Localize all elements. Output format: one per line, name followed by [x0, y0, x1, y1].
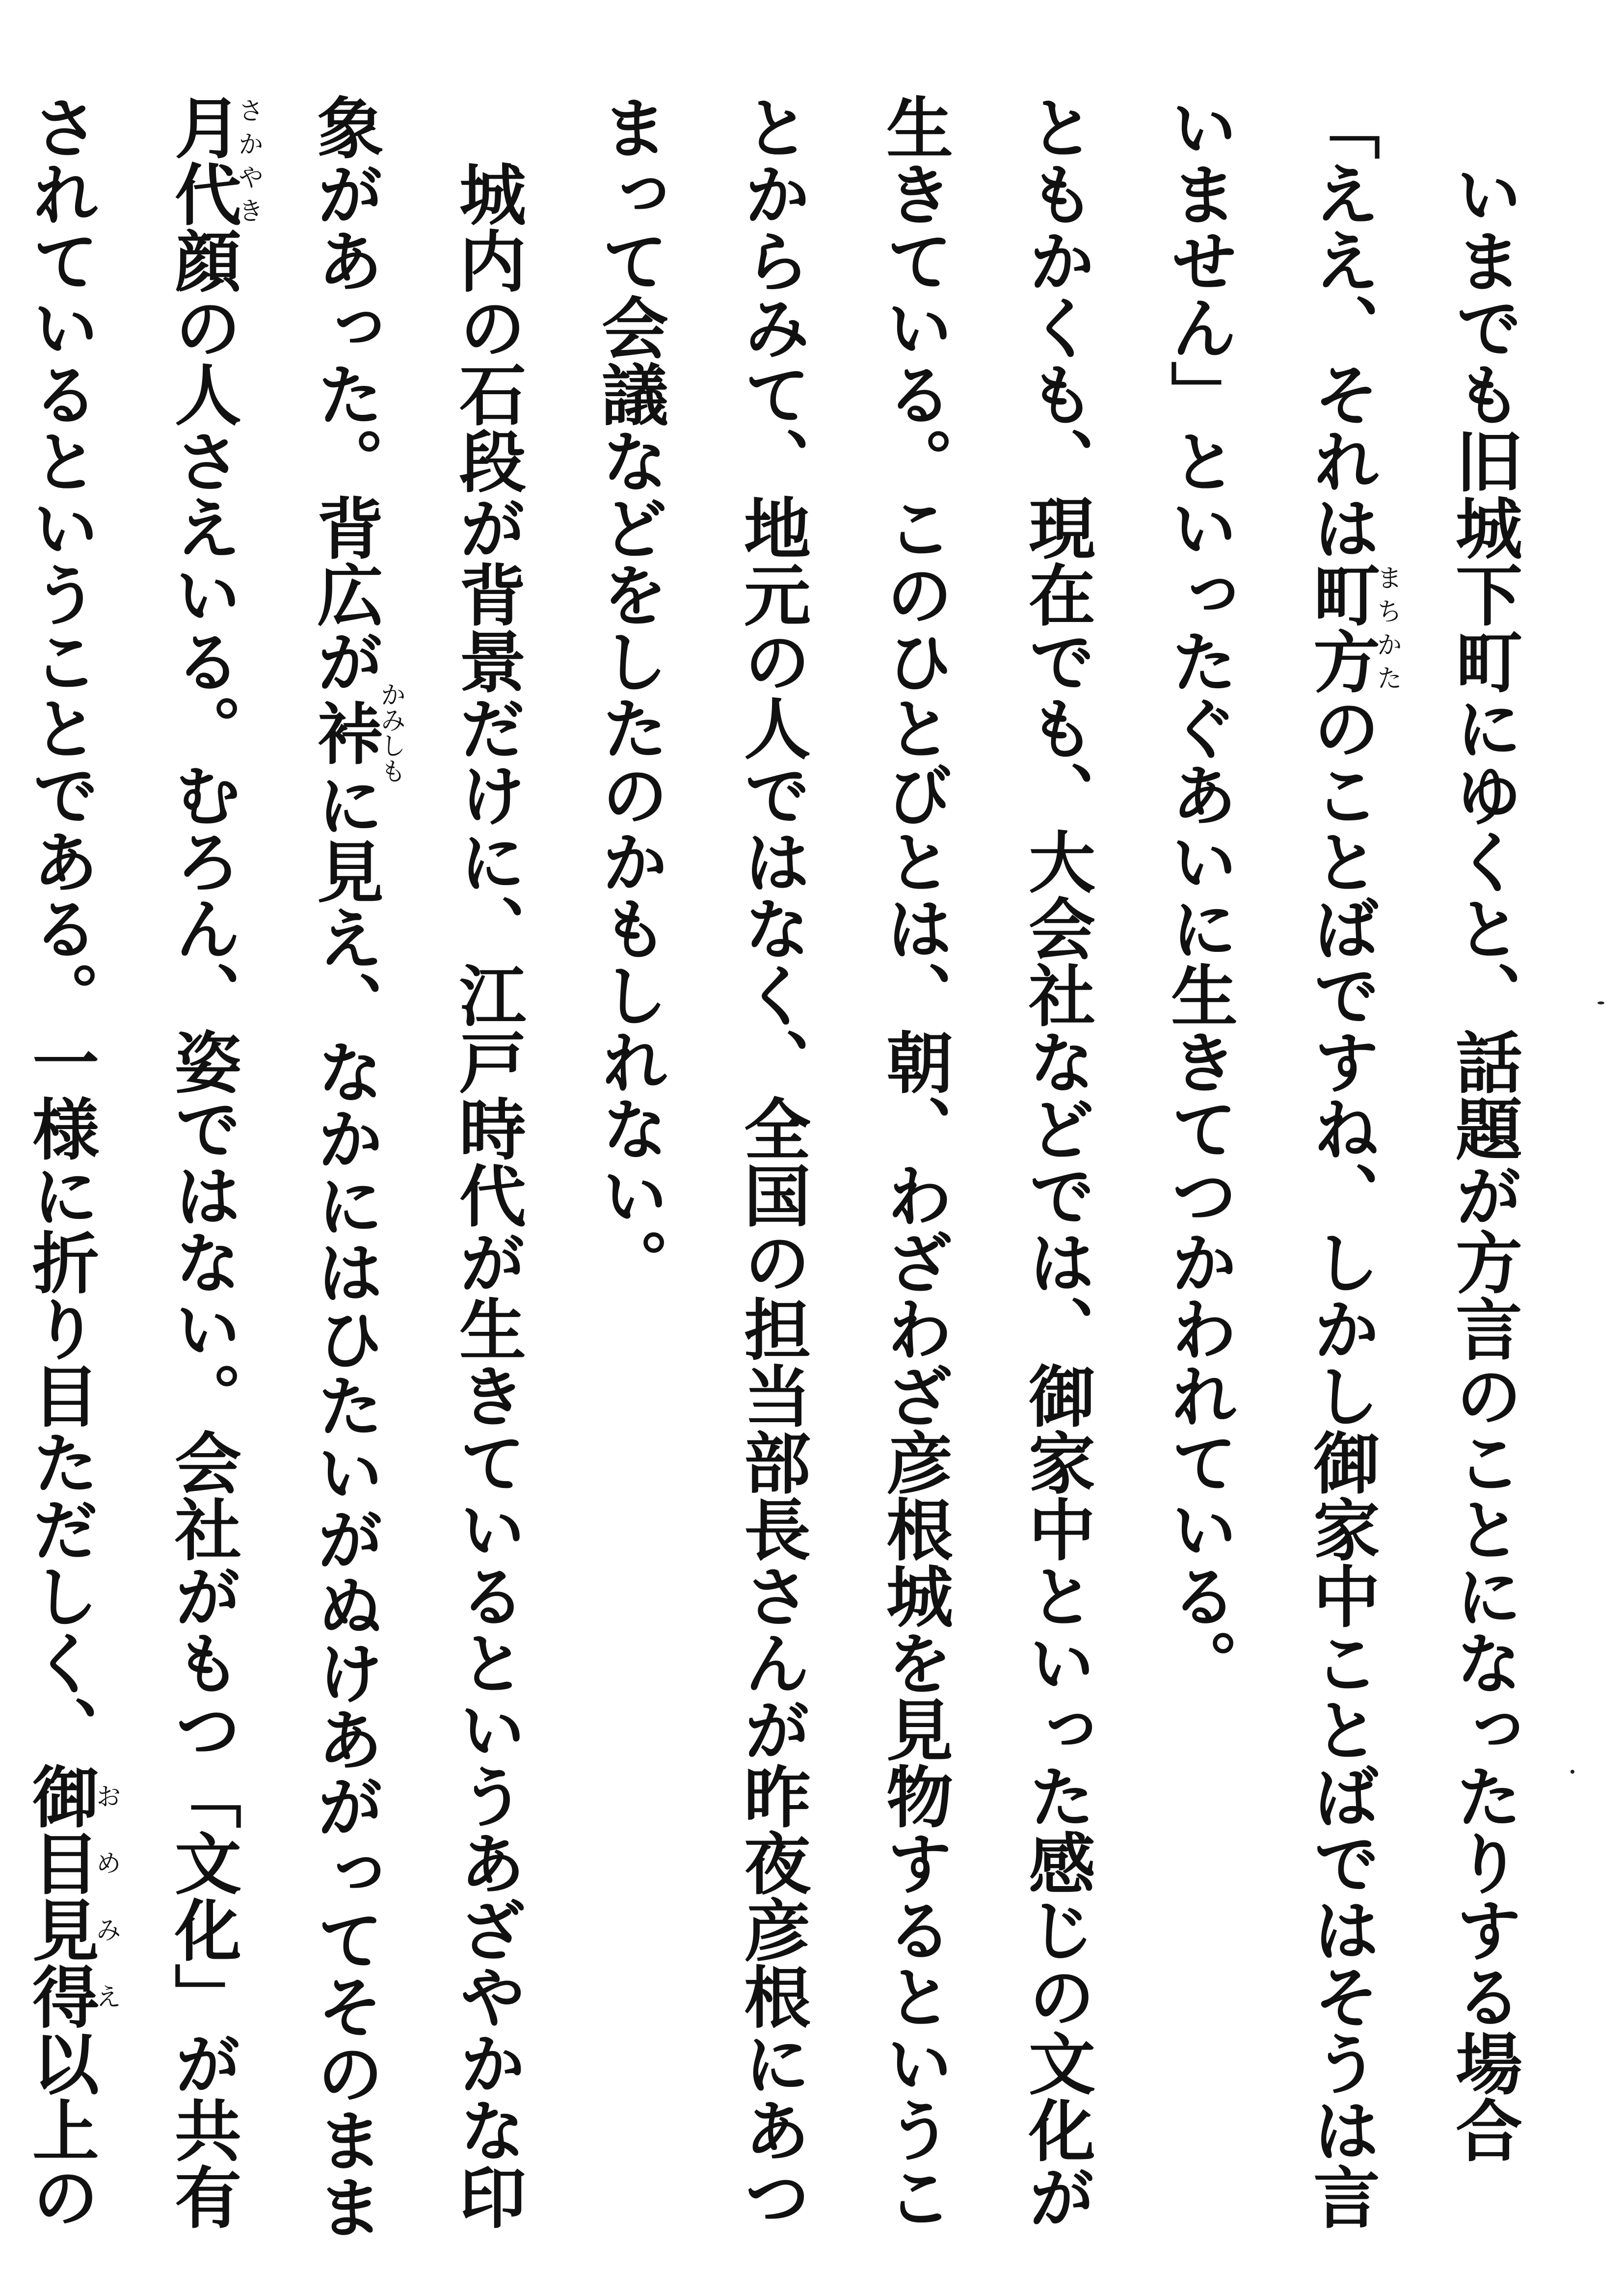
text-run: ともかくも、現在でも、大会社などでは、御家中といった感じの文化が生きている。このひとびとは、朝、わざわざ彦根城を見物するということからみて、地元の人ではなく、全国の担当部長さんが昨夜彦根にあつまって会議などをしたのかもしれない。 [590, 93, 1095, 2230]
text-run: 以上の [21, 2029, 99, 2230]
ruby-base: 裃 [305, 681, 384, 783]
scan-speck [1597, 1001, 1604, 1004]
ruby-annotated-word [305, 681, 405, 783]
ruby-reading: おめみえ [91, 1762, 121, 2029]
paragraph [0, 93, 558, 2243]
ruby-base: 町方 [1302, 561, 1380, 694]
text-run: に見え、なかにはひたいがぬけあがってそのまま [305, 771, 384, 2240]
vertical-text-body [0, 93, 1554, 2243]
paragraph [558, 93, 1127, 2243]
ruby-annotated-word [21, 1762, 121, 2029]
text-run: いまでも旧城下町にゆくと、話題が方言のことになったりする場合「ええ、それは [1302, 93, 1522, 2163]
ruby-reading: さかやき [234, 93, 263, 227]
ruby-base: 御目見得 [21, 1762, 99, 2029]
ruby-reading: まちかた [1372, 561, 1402, 694]
text-run: 城内の石段が背景だけに、江戸時代が生きているというあざやかな印象があった。背広が [305, 93, 526, 2230]
paragraph [1127, 93, 1554, 2243]
ruby-base: 月代 [163, 93, 241, 227]
ruby-annotated-word [1302, 561, 1402, 694]
text-run: 顔の人さえいる。むろん、姿ではない。会社がもつ「文化」が共有されているということである。一様に折り目ただしく、 [21, 93, 241, 2230]
text-run: のことばですね、しかし御家中ことばではそうは言いません」といったぐあいに生きてつかわれている。 [1159, 93, 1380, 2230]
ruby-annotated-word [163, 93, 263, 227]
scan-speck [1570, 1770, 1574, 1774]
ruby-reading: かみしも [376, 681, 405, 783]
